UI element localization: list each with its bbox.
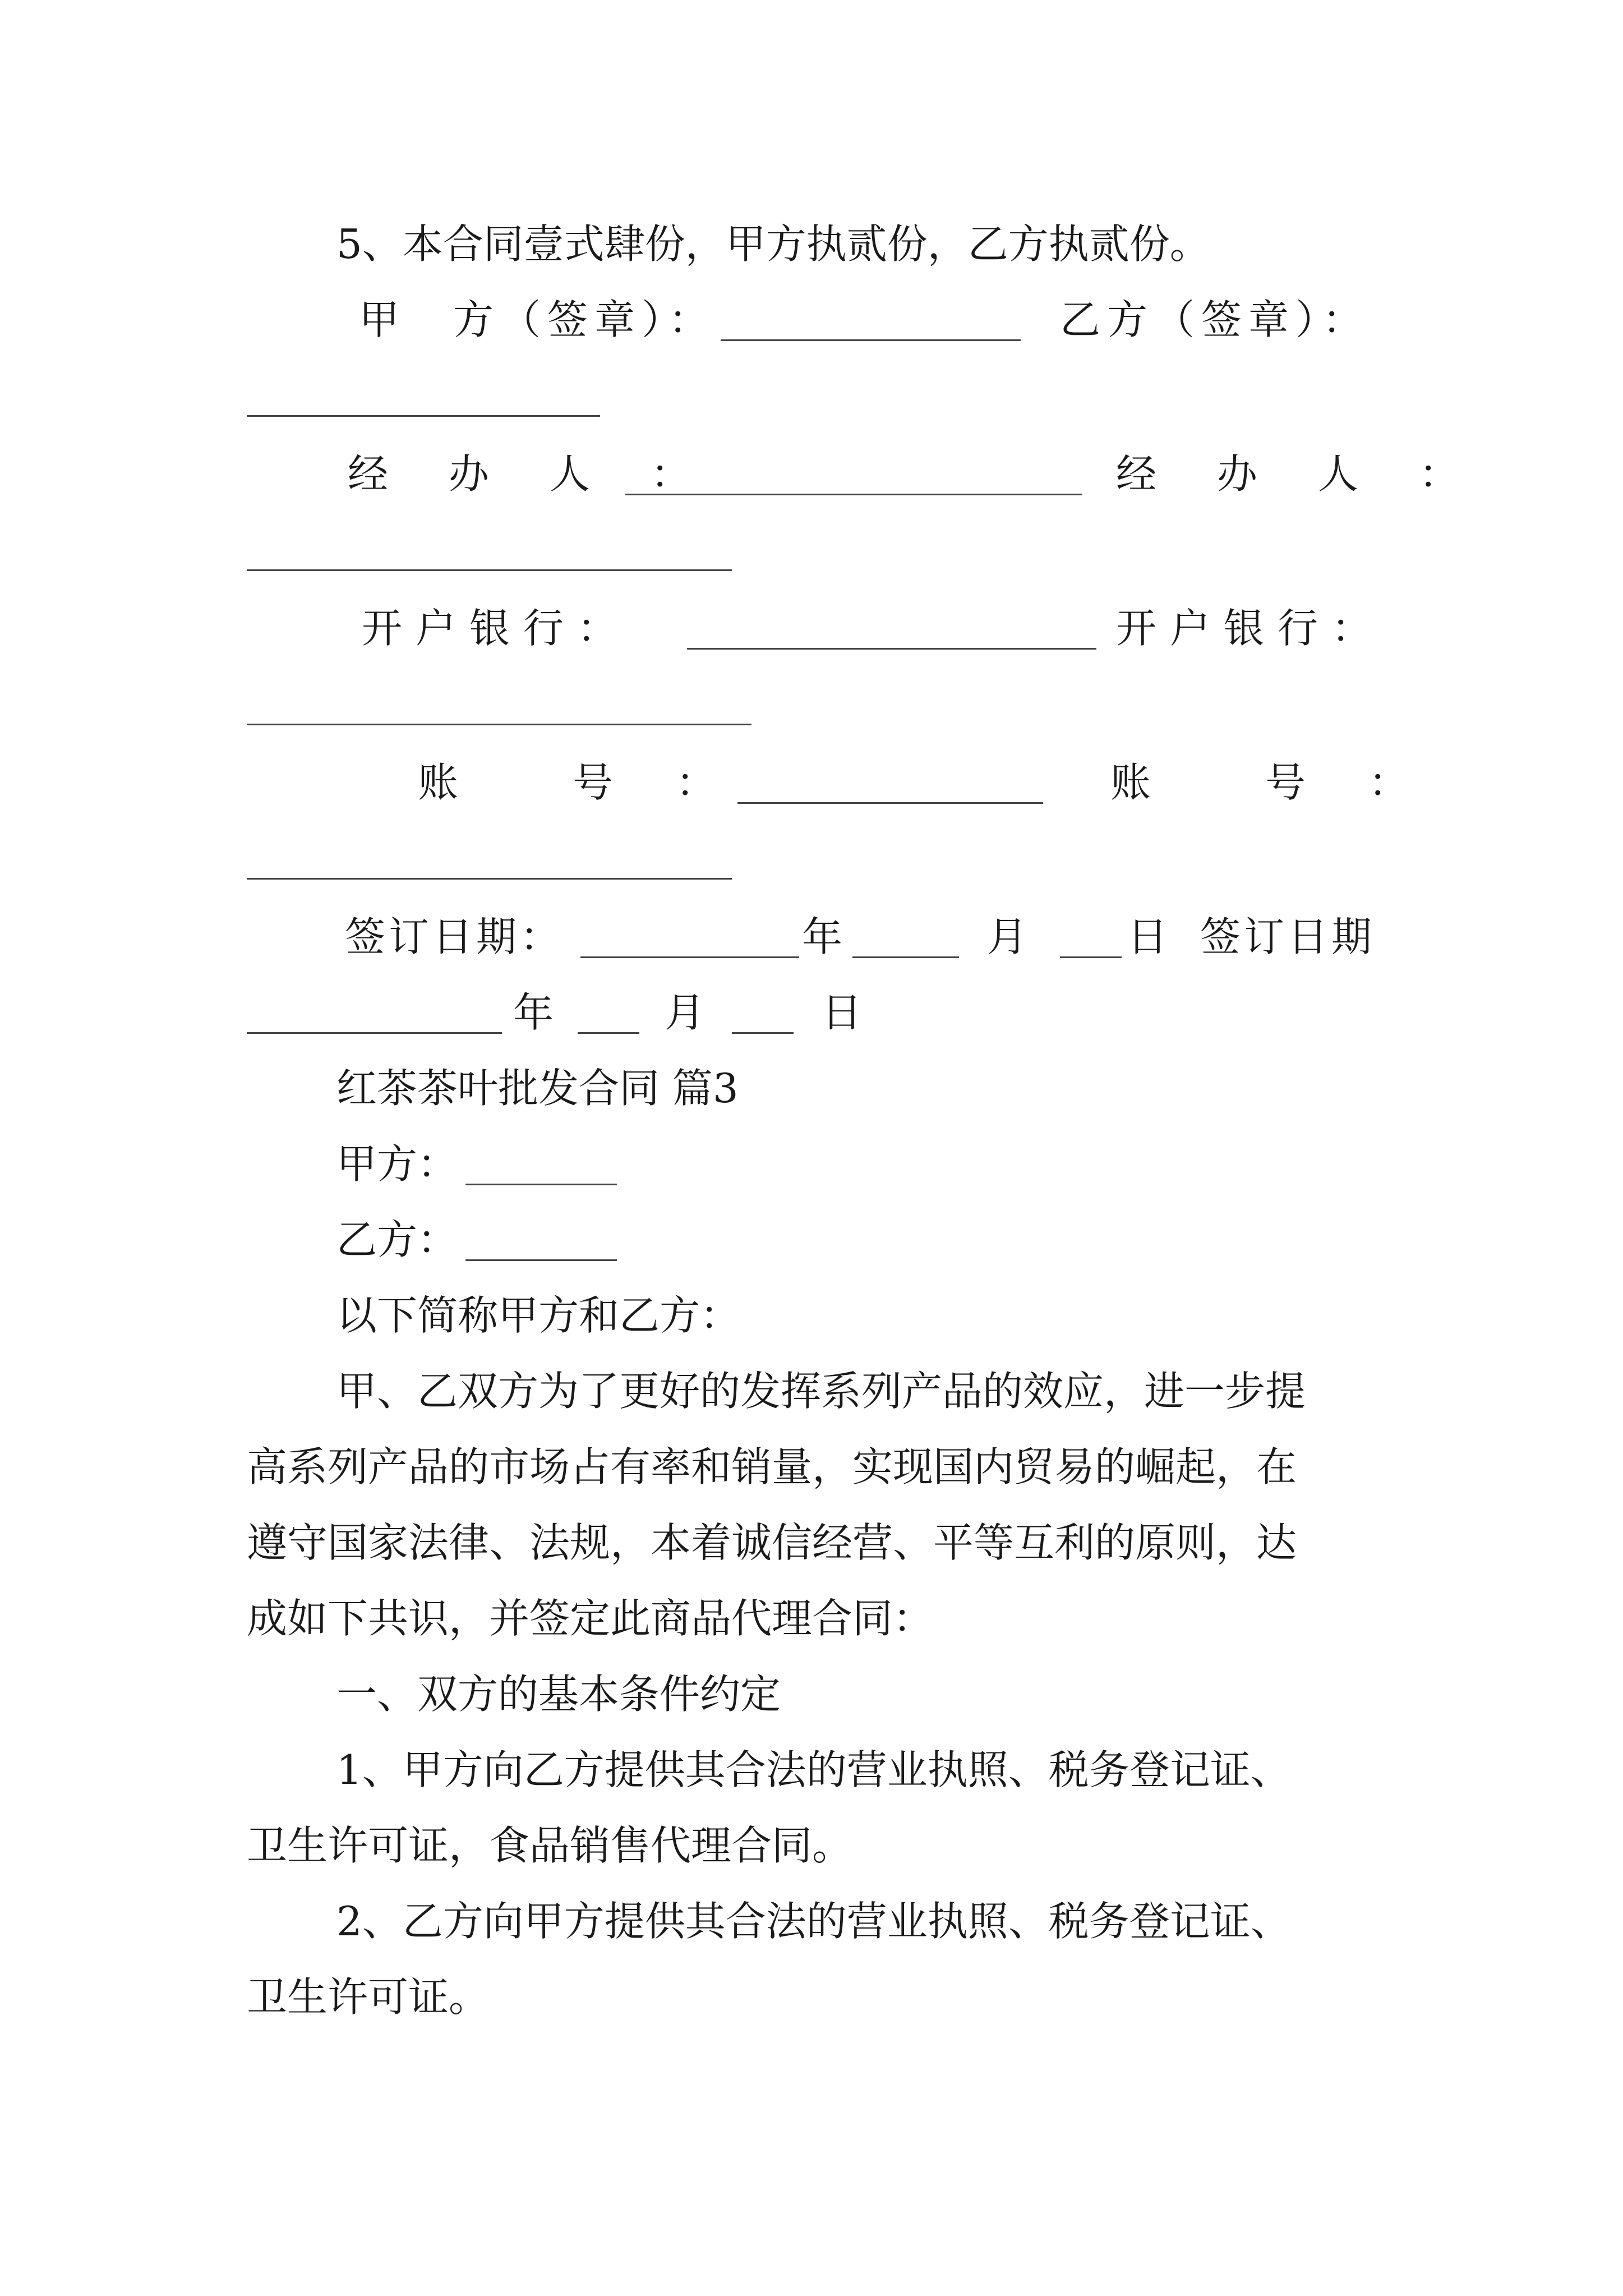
account-a-label: 账 号 ： bbox=[418, 759, 728, 806]
agent-b-label: 经 办 人 ： bbox=[1116, 450, 1470, 498]
date-b-month-blank bbox=[578, 1032, 639, 1034]
bank-a-label: 开户银行： bbox=[362, 605, 631, 652]
date-a-month-blank bbox=[852, 956, 959, 958]
bank-b-blank bbox=[247, 724, 751, 725]
party-a-seal-label: 甲 方（签章）： bbox=[359, 296, 716, 343]
date-a-year-blank bbox=[580, 956, 799, 958]
date-a-month: 月 bbox=[987, 913, 1028, 960]
item-2-line-1: 2、乙方向甲方提供其合法的营业执照、税务登记证、 bbox=[336, 1898, 1291, 1945]
party-b-seal-blank bbox=[247, 415, 600, 417]
item-1-line-1: 1、甲方向乙方提供其合法的营业执照、税务登记证、 bbox=[336, 1746, 1291, 1793]
intro-line-2: 高系列产品的市场占有率和销量，实现国内贸易的崛起，在 bbox=[247, 1443, 1297, 1490]
item-2-line-2: 卫生许可证。 bbox=[247, 1973, 490, 2021]
date-b-day-blank bbox=[732, 1032, 794, 1034]
item-1-line-2: 卫生许可证，食品销售代理合同。 bbox=[247, 1822, 853, 1869]
section-heading: 一、双方的基本条件约定 bbox=[336, 1671, 781, 1718]
date-a-day: 日 bbox=[1127, 913, 1168, 960]
date-a-year: 年 bbox=[802, 913, 843, 960]
date-b-label: 签订日期 bbox=[1200, 913, 1376, 960]
intro-line-4: 成如下共识，并签定此商品代理合同： bbox=[247, 1595, 934, 1642]
bank-b-label: 开户银行： bbox=[1116, 605, 1386, 652]
date-b-month: 月 bbox=[665, 989, 706, 1036]
intro-line-1: 甲、乙双方为了更好的发挥系列产品的效应，进一步提 bbox=[336, 1368, 1306, 1415]
party-b-seal-label: 乙方（签章）： bbox=[1060, 296, 1370, 343]
date-b-day: 日 bbox=[822, 989, 863, 1036]
clause-5: 5、本合同壹式肆份，甲方执贰份，乙方执贰份。 bbox=[336, 220, 1210, 268]
party-b-label: 乙方： bbox=[336, 1216, 458, 1263]
date-a-day-blank bbox=[1060, 956, 1122, 958]
agent-a-blank bbox=[625, 494, 1082, 495]
account-b-blank bbox=[247, 878, 732, 880]
party-a-seal-blank bbox=[721, 339, 1021, 341]
contract-title: 红茶茶叶批发合同 篇3 bbox=[336, 1065, 739, 1112]
intro-line-3: 遵守国家法律、法规，本着诚信经营、平等互利的原则，达 bbox=[247, 1519, 1297, 1566]
account-a-blank bbox=[737, 802, 1043, 804]
abbreviation-line: 以下简称甲方和乙方： bbox=[336, 1292, 741, 1339]
date-b-year-blank bbox=[247, 1032, 502, 1034]
party-a-blank bbox=[465, 1184, 617, 1185]
date-a-label: 签订日期： bbox=[345, 913, 564, 960]
agent-b-blank bbox=[247, 569, 732, 571]
party-b-blank bbox=[465, 1259, 617, 1261]
account-b-label: 账 号 ： bbox=[1110, 759, 1421, 806]
agent-a-label: 经 办 人 ： bbox=[348, 450, 702, 498]
date-b-year: 年 bbox=[513, 989, 554, 1036]
party-a-label: 甲方： bbox=[336, 1140, 458, 1188]
bank-a-blank bbox=[687, 648, 1096, 650]
